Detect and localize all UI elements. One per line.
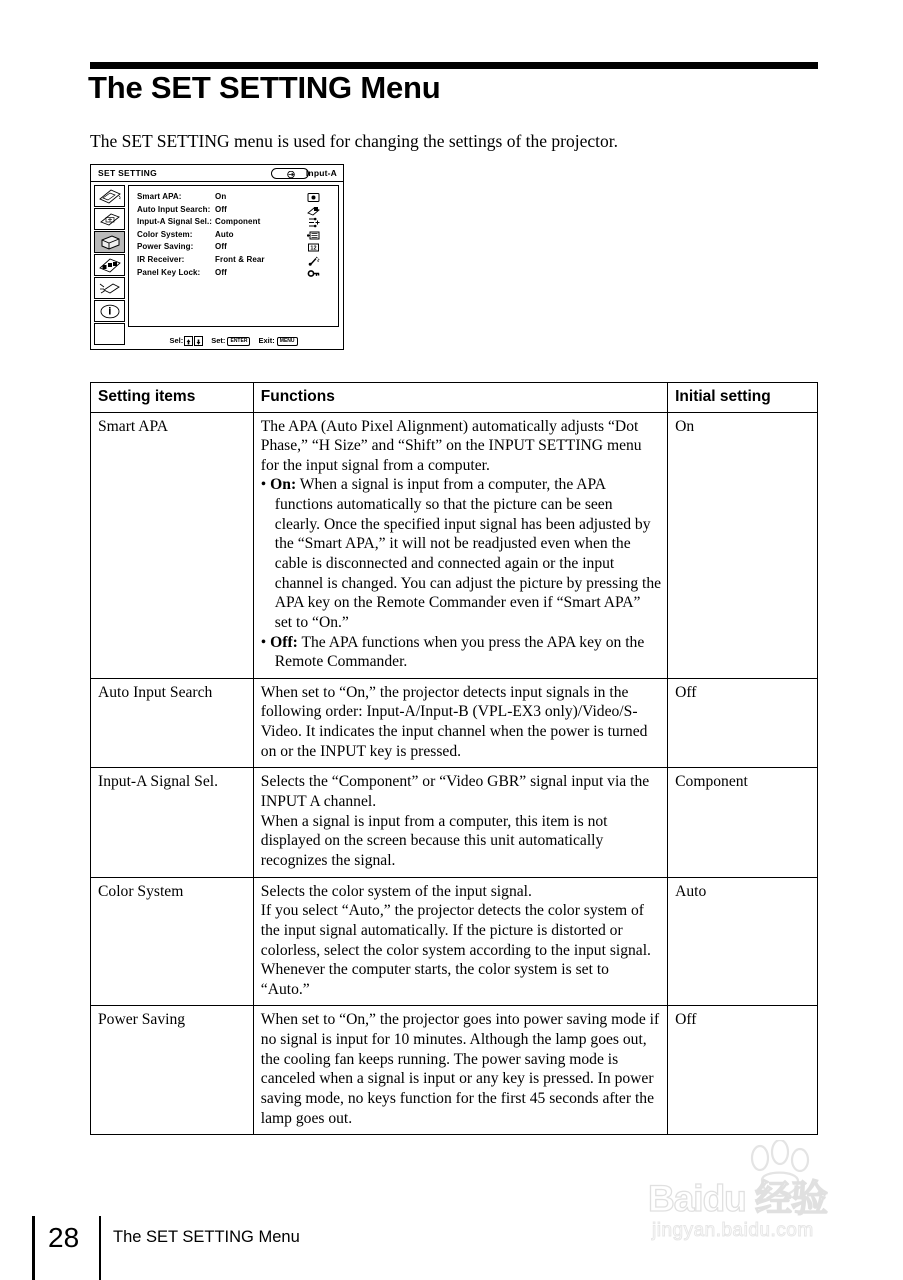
bullet-text: The APA functions when you press the APA key on the Remote Commander. [274, 633, 645, 671]
input-a-signal-icon [307, 217, 320, 228]
table-row [91, 1006, 818, 1135]
cell-functions [253, 678, 667, 768]
function-bullet: • On: When a signal is input from a computer, the APA functions automatically so that the picture can be seen clearly. Once the specified input signal has been adjusted by the “Smart APA,” it will not be readjusted even when the cable is disconnected and connected again or the input channel is changed. You can adjust the picture by pressing the APA key on the Remote Commander even if “Smart APA” set to “On.” [260, 476, 662, 631]
bullet-text: When a signal is input from a computer, the APA functions automatically so that the picture can be seen clearly. Once the specified input signal has been adjusted by the “Smart APA,” it will not be readjusted even when the cable is disconnected and connected again or the input channel is changed. You can adjust the picture by pressing the APA key on the Remote Commander even if “Smart APA” set to “On.” [274, 476, 662, 631]
osd-title-bar [91, 165, 343, 182]
osd-sidebar-item-blank[interactable] [94, 323, 125, 345]
osd-row-label: IR Receiver: [137, 254, 185, 264]
osd-row-input-a-signal-sel[interactable] [137, 216, 265, 229]
table-row [91, 877, 818, 1006]
table-row [91, 768, 818, 877]
osd-menu-rows [137, 191, 317, 279]
osd-sel-help [169, 336, 203, 345]
osd-row-label: Input-A Signal Sel.: [137, 217, 213, 227]
osd-row-label: Smart APA: [137, 192, 182, 201]
function-bullet: • Off: The APA functions when you press the APA key on the Remote Commander. [260, 633, 645, 671]
function-paragraph: Whenever the computer starts, the color system is set to “Auto.” [260, 961, 609, 998]
cell-initial-setting: Auto [668, 877, 818, 1006]
power-saving-icon [307, 242, 320, 253]
function-paragraph: When set to “On,” the projector detects input signals in the following order: Input-A/Input-B (VPL-EX3 only)/Video/S-Video. It indicates the input channel when the power is turned on or the INPUT key is pressed. [260, 683, 648, 760]
osd-row-value: On [215, 192, 227, 201]
cell-setting-item: Smart APA [91, 412, 254, 678]
osd-row-label: Power Saving: [137, 242, 194, 252]
osd-row-label: Color System: [137, 229, 193, 239]
table-row [91, 412, 818, 678]
osd-help-bar [128, 334, 339, 347]
function-paragraph: Selects the color system of the input signal. [260, 882, 532, 900]
osd-input-indicator [271, 168, 309, 179]
footer-section-title: The SET SETTING Menu [113, 1228, 300, 1246]
osd-menu-body [128, 185, 339, 327]
osd-sel-label: Sel: [169, 336, 184, 345]
function-paragraph: When a signal is input from a computer, this item is not displayed on the screen because this unit automatically recognizes the signal. [260, 812, 608, 869]
osd-sidebar-item-information[interactable] [94, 300, 125, 322]
osd-sidebar-item-picture[interactable] [94, 185, 125, 207]
osd-screenshot-figure [90, 164, 344, 350]
osd-row-label: Auto Input Search: [137, 204, 211, 214]
osd-set-help [211, 336, 250, 345]
osd-row-value: Component [215, 217, 261, 227]
arrow-up-key-icon [184, 336, 193, 346]
auto-input-search-icon [307, 205, 320, 216]
osd-row-value: Off [215, 204, 227, 214]
footer-left-rule [32, 1216, 35, 1280]
watermark [648, 1140, 898, 1255]
cell-setting-item: Input-A Signal Sel. [91, 768, 254, 877]
osd-sidebar-item-menu-setting[interactable] [94, 254, 125, 276]
bullet-term: Off: [270, 633, 298, 651]
osd-row-color-system[interactable] [137, 229, 265, 242]
osd-input-label: Input-A [305, 168, 337, 178]
ir-receiver-icon [307, 255, 320, 266]
column-header-functions: Functions [253, 383, 667, 413]
bullet-term: On: [270, 476, 297, 494]
cell-initial-setting: On [668, 412, 818, 678]
install-setting-menu-icon [98, 280, 122, 297]
cell-initial-setting: Component [668, 768, 818, 877]
set-setting-menu-icon [98, 234, 122, 251]
cell-initial-setting: Off [668, 1006, 818, 1135]
function-paragraph: The APA (Auto Pixel Alignment) automatically adjusts “Dot Phase,” “H Size” and “Shift” on the INPUT SETTING menu for the input signal from a computer. [260, 417, 642, 474]
page-number: 28 [48, 1222, 80, 1253]
osd-row-value: Off [215, 267, 227, 277]
information-menu-icon [98, 303, 122, 320]
osd-sidebar-item-input-setting[interactable] [94, 208, 125, 230]
arrow-down-key-icon [194, 336, 203, 346]
table-header-row [91, 383, 818, 413]
title-rule [90, 62, 818, 69]
picture-menu-icon [98, 188, 122, 205]
osd-sidebar-item-set-setting[interactable] [94, 231, 125, 253]
osd-row-panel-key-lock[interactable] [137, 267, 265, 280]
watermark-sub-text: jingyan.baidu.com [652, 1220, 814, 1241]
function-paragraph: If you select “Auto,” the projector detects the color system of the input signal automatically. If the picture is distorted or colorless, select the color system according to the input signal. [260, 902, 651, 959]
osd-row-value: Auto [215, 229, 234, 239]
cell-setting-item: Color System [91, 877, 254, 1006]
osd-row-smart-apa[interactable] [137, 191, 265, 204]
intro-paragraph: The SET SETTING menu is used for changing the settings of the projector. [90, 131, 618, 151]
osd-row-value: Off [215, 242, 227, 252]
menu-key-icon: MENU [277, 337, 298, 346]
smart-apa-icon [307, 192, 320, 203]
column-header-initial-setting: Initial setting [668, 383, 818, 413]
cell-functions [253, 877, 667, 1006]
paw-print-icon [740, 1140, 820, 1200]
osd-row-power-saving[interactable] [137, 241, 317, 254]
cell-functions [253, 412, 667, 678]
osd-row-label: Panel Key Lock: [137, 267, 201, 277]
settings-table [90, 382, 818, 1135]
svg-text:12: 12 [310, 245, 317, 252]
cell-setting-item: Auto Input Search [91, 678, 254, 768]
enter-key-icon: ENTER [227, 337, 250, 346]
color-system-icon [307, 230, 320, 241]
menu-setting-menu-icon [98, 257, 122, 274]
osd-row-ir-receiver[interactable] [137, 254, 265, 267]
cell-setting-item: Power Saving [91, 1006, 254, 1135]
cell-initial-setting: Off [668, 678, 818, 768]
panel-key-lock-icon [307, 268, 320, 279]
osd-menu-title: SET SETTING [98, 168, 158, 178]
table-row [91, 678, 818, 768]
input-setting-menu-icon [98, 211, 122, 228]
function-paragraph: When set to “On,” the projector goes into power saving mode if no signal is input for 10 minutes. Although the lamp goes out, the cooling fan keeps running. The power saving mode is canceled when a signal is input or any key is pressed. In power saving mode, no keys function for the first 45 seconds after the lamp goes out. [260, 1011, 660, 1127]
input-arrow-icon [281, 171, 301, 178]
osd-exit-label: Exit: [258, 336, 275, 345]
osd-row-auto-input-search[interactable] [137, 204, 265, 217]
osd-sidebar [94, 185, 125, 346]
osd-set-label: Set: [211, 336, 226, 345]
cell-functions [253, 1006, 667, 1135]
footer-divider-rule [99, 1216, 101, 1280]
watermark-main-text: Baidu 经验 [648, 1178, 828, 1219]
osd-row-value: Front & Rear [215, 254, 265, 264]
page-title: The SET SETTING Menu [88, 70, 441, 105]
cell-functions [253, 768, 667, 877]
osd-exit-help [258, 336, 297, 345]
osd-sidebar-item-install-setting[interactable] [94, 277, 125, 299]
column-header-setting-items: Setting items [91, 383, 254, 413]
function-paragraph: Selects the “Component” or “Video GBR” signal input via the INPUT A channel. [260, 773, 650, 811]
